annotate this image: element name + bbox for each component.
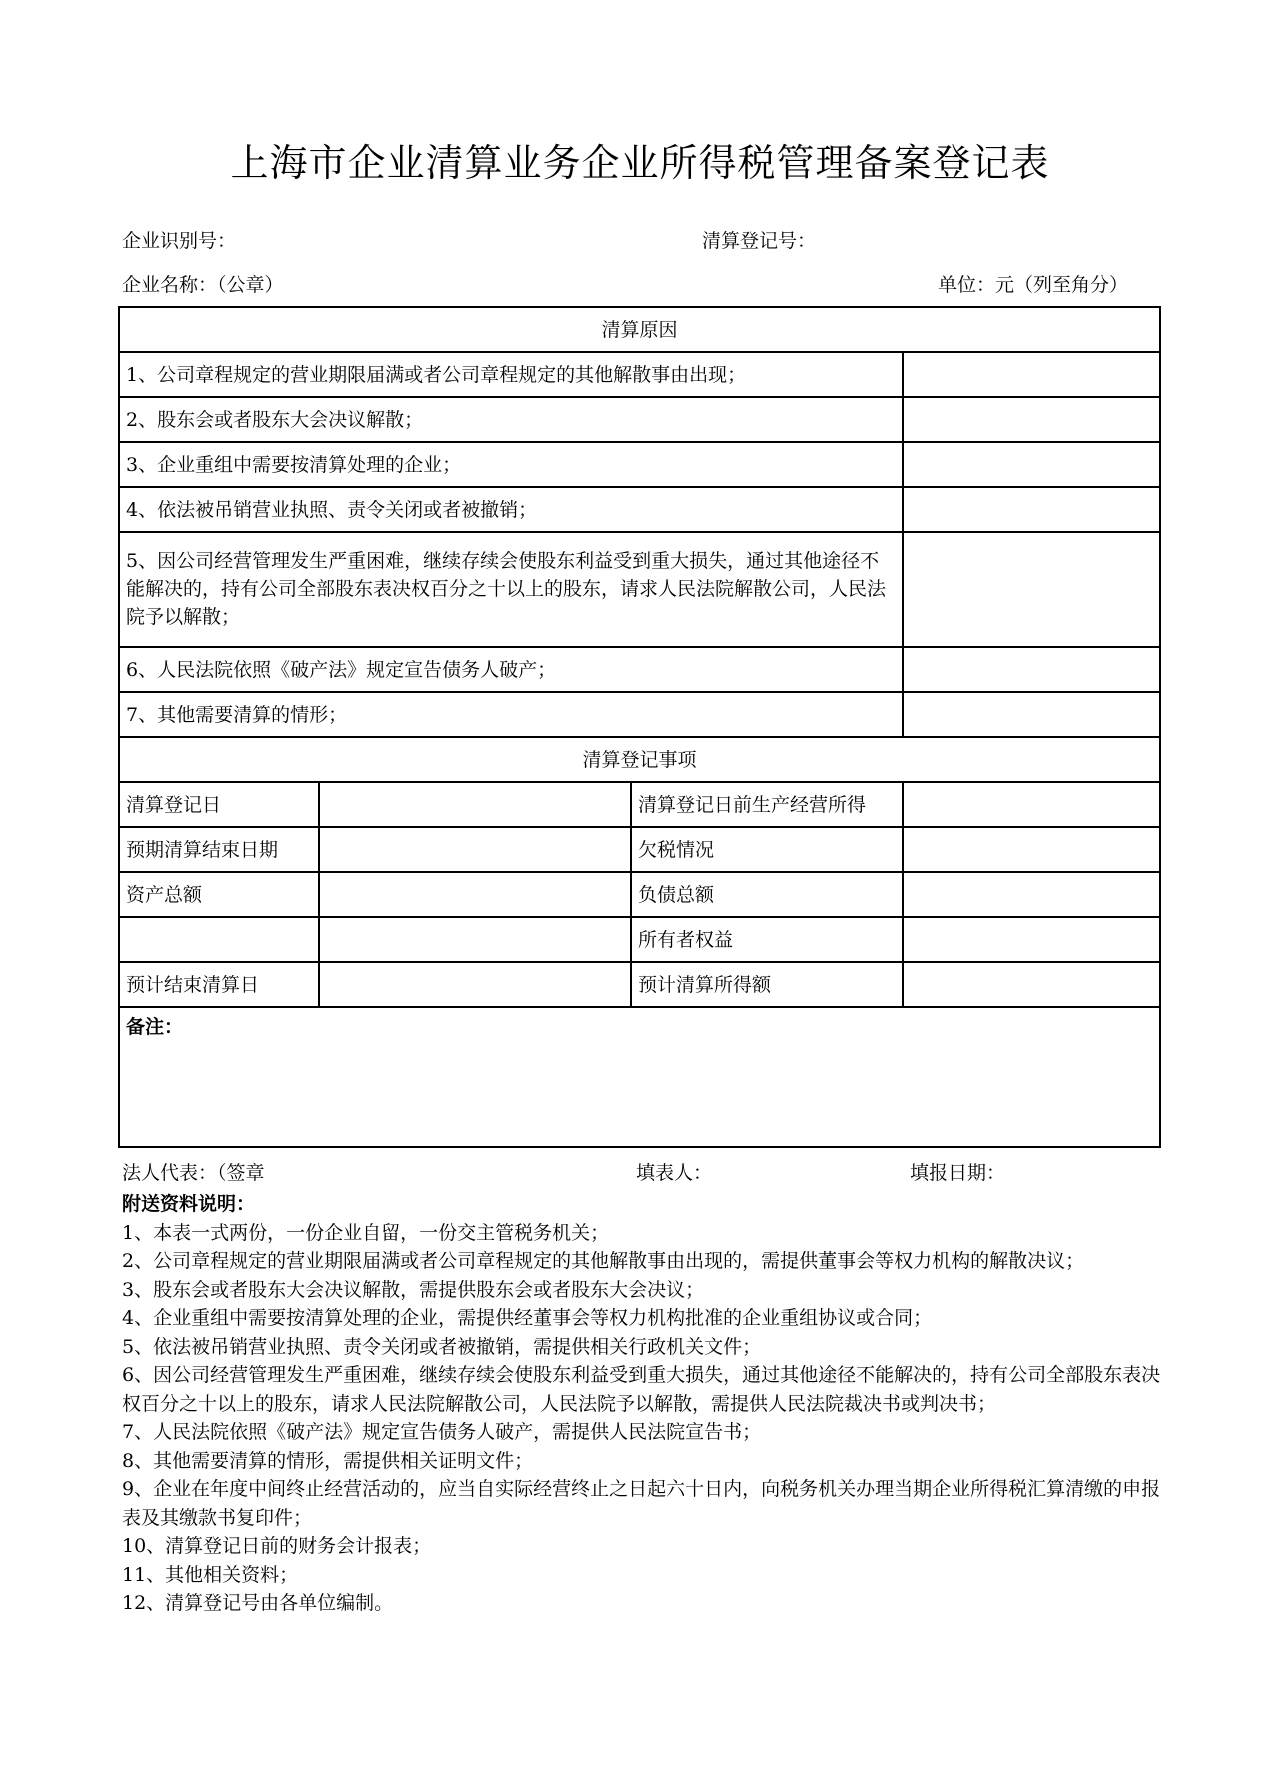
registration-label: 欠税情况 — [631, 827, 903, 872]
registration-form — [118, 306, 1161, 1148]
note-item: 3、股东会或者股东大会决议解散，需提供股东会或者股东大会决议； — [122, 1278, 705, 1301]
fill-date-label: 填报日期： — [910, 1162, 1006, 1184]
notes-heading: 附送资料说明： — [122, 1193, 256, 1215]
reason-item: 4、依法被吊销营业执照、责令关闭或者被撤销； — [119, 487, 903, 532]
reason-item: 6、人民法院依照《破产法》规定宣告债务人破产； — [119, 647, 903, 692]
registration-value-cell[interactable] — [903, 782, 1160, 827]
registration-label: 预计清算所得额 — [631, 962, 903, 1007]
registration-value-cell[interactable] — [319, 827, 631, 872]
legal-rep-label: 法人代表：（签章 — [122, 1162, 265, 1184]
remarks-label: 备注： — [126, 1016, 184, 1038]
reason-check-cell[interactable] — [903, 442, 1160, 487]
reason-item: 7、其他需要清算的情形； — [119, 692, 903, 737]
note-item: 5、依法被吊销营业执照、责令关闭或者被撤销，需提供相关行政机关文件； — [122, 1335, 762, 1358]
reason-check-cell[interactable] — [903, 352, 1160, 397]
registration-value-cell[interactable] — [903, 872, 1160, 917]
reason-check-cell[interactable] — [903, 692, 1160, 737]
reason-check-cell[interactable] — [903, 397, 1160, 442]
note-item: 11、其他相关资料； — [122, 1563, 299, 1586]
note-item: 2、公司章程规定的营业期限届满或者公司章程规定的其他解散事由出现的，需提供董事会等权力机构的解散决议； — [122, 1250, 1085, 1272]
filler-label: 填表人： — [636, 1162, 713, 1184]
registration-label: 资产总额 — [119, 872, 319, 917]
registration-label — [119, 917, 319, 962]
registration-value-cell[interactable] — [319, 962, 631, 1007]
registration-value-cell[interactable] — [319, 872, 631, 917]
note-item: 8、其他需要清算的情形，需提供相关证明文件； — [122, 1449, 534, 1472]
registration-value-cell[interactable] — [319, 782, 631, 827]
registration-label: 清算登记日前生产经营所得 — [631, 782, 903, 827]
registration-value-cell[interactable] — [903, 827, 1160, 872]
remarks-cell[interactable] — [119, 1007, 1160, 1147]
note-item: 7、人民法院依照《破产法》规定宣告债务人破产，需提供人民法院宣告书； — [122, 1421, 762, 1443]
reason-item: 3、企业重组中需要按清算处理的企业； — [119, 442, 903, 487]
taxpayer-id-label: 企业识别号： — [122, 230, 237, 252]
reason-item: 5、因公司经营管理发生严重困难，继续存续会使股东利益受到重大损失，通过其他途径不能解决的，持有公司全部股东表决权百分之十以上的股东，请求人民法院解散公司，人民法院予以解散； — [119, 532, 903, 647]
note-item: 10、清算登记日前的财务会计报表； — [122, 1535, 432, 1557]
registration-label: 所有者权益 — [631, 917, 903, 962]
note-item: 12、清算登记号由各单位编制。 — [122, 1592, 394, 1614]
registration-value-cell[interactable] — [903, 962, 1160, 1007]
form-title: 上海市企业清算业务企业所得税管理备案登记表 — [230, 141, 1050, 185]
reason-check-cell[interactable] — [903, 647, 1160, 692]
note-item: 4、企业重组中需要按清算处理的企业，需提供经董事会等权力机构批准的企业重组协议或合同； — [122, 1307, 933, 1329]
note-item: 6、因公司经营管理发生严重困难，继续存续会使股东利益受到重大损失，通过其他途径不能解决的，持有公司全部股东表决权百分之十以上的股东，请求人民法院解散公司，人民法院予以解散，需提供人民法院裁决书或判决书； — [122, 1364, 1161, 1415]
registration-label: 清算登记日 — [119, 782, 319, 827]
company-name-label: 企业名称：（公章） — [122, 274, 284, 296]
attachment-notes — [122, 1190, 1162, 1618]
registration-heading: 清算登记事项 — [119, 737, 1160, 782]
reason-item: 1、公司章程规定的营业期限届满或者公司章程规定的其他解散事由出现； — [119, 352, 903, 397]
liquidation-no-label: 清算登记号： — [702, 230, 817, 252]
note-item: 1、本表一式两份，一份企业自留，一份交主管税务机关； — [122, 1221, 610, 1244]
reason-item: 2、股东会或者股东大会决议解散； — [119, 397, 903, 442]
note-item: 9、企业在年度中间终止经营活动的，应当自实际经营终止之日起六十日内，向税务机关办理当期企业所得税汇算清缴的申报表及其缴款书复印件； — [122, 1478, 1161, 1529]
registration-label: 负债总额 — [631, 872, 903, 917]
registration-value-cell[interactable] — [903, 917, 1160, 962]
registration-label: 预计结束清算日 — [119, 962, 319, 1007]
reasons-heading: 清算原因 — [119, 307, 1160, 352]
registration-label: 预期清算结束日期 — [119, 827, 319, 872]
registration-value-cell[interactable] — [319, 917, 631, 962]
unit-label: 单位：元（列至角分） — [938, 274, 1129, 296]
reason-check-cell[interactable] — [903, 532, 1160, 647]
reason-check-cell[interactable] — [903, 487, 1160, 532]
